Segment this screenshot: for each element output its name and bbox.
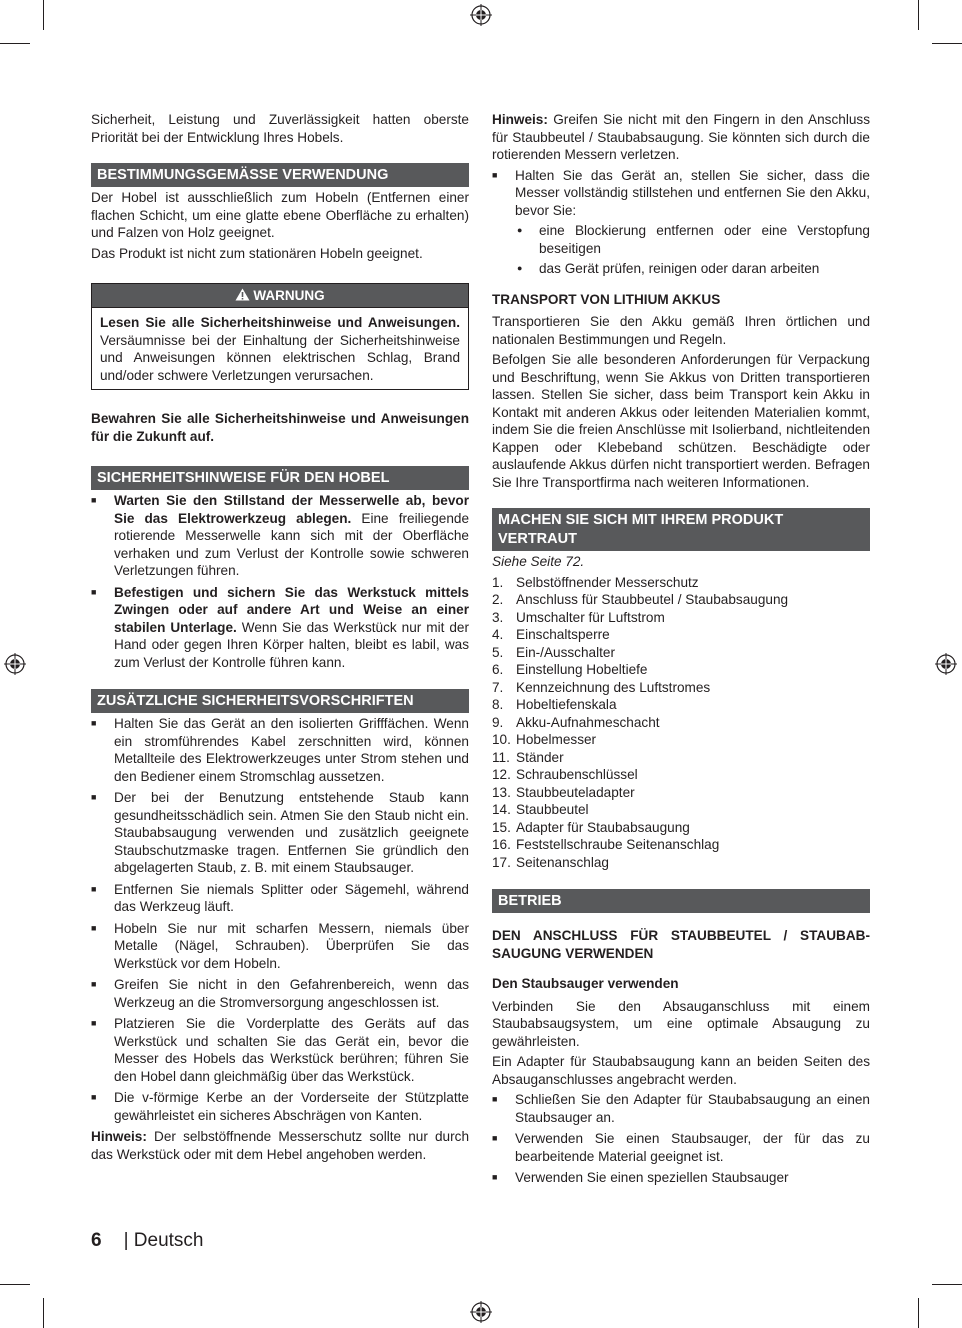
list-item: 17. Seitenanschlag: [492, 854, 609, 870]
stationary-note: Das Produkt ist nicht zum stationären Hobeln geeignet.: [91, 245, 423, 261]
stop-device-sublist: [492, 222, 870, 278]
transport-title: TRANSPORT VON LITHIUM AKKUS: [492, 291, 721, 307]
registration-mark-icon: [4, 653, 26, 675]
right-column: [492, 111, 870, 1191]
registration-mark-icon: [470, 1301, 492, 1323]
crop-mark: [932, 43, 962, 44]
list-item: 2. Anschluss für Staubbeutel / Staubabsaugung: [492, 592, 789, 607]
list-item: 6. Einstellung Hobeltiefe: [492, 662, 648, 677]
dust-port-title: DEN ANSCHLUSS FÜR STAUBBEUTEL / STAUBABSAUGUNG VERWENDEN: [492, 928, 870, 961]
intro-paragraph: Sicherheit, Leistung und Zuverlässigkeit hatten oberste Priorität bei der Entwicklung Ihres Hobels.: [91, 112, 469, 145]
section-header-intended-use: BESTIMMUNGSGEMÄSSE VERWENDUNG: [91, 163, 469, 187]
transport-paragraph-2: Befolgen Sie alle besonderen Anforderungen für Verpackung und Beschriftung, wenn Sie Akkus von Dritten transportieren lassen. Stellen Sie sicher, dass beim Transport kein Akku in Kontakt mit anderen Akkus oder leitenden Materialien kommt, indem Sie die freien Anschlüsse mit Isolierband, nichtleitenden Kappen oder Klebeband schützen. Beschädigte oder auslaufende Akkus dürfen nicht transportiert werden. Befragen Sie Ihre Transportfirma nach weiteren Informationen.: [492, 352, 870, 490]
list-item: ■ Warten Sie den Stillstand der Messerwelle ab, bevor Sie das Elektrowerkzeug ablegen. Eine freiliegende rotierende Messerwelle kann sich mit der Oberfläche verhaken und zum Verlust der Kontrolle sowie schweren Verletzungen führen.: [91, 492, 469, 580]
keep-instructions-note: Bewahren Sie alle Sicherheitshinweise und Anweisungen für die Zukunft auf.: [91, 411, 469, 444]
list-item: ● das Gerät prüfen, reinigen oder daran arbeiten: [492, 260, 870, 278]
list-item: ■ Platzieren Sie die Vorderplatte des Geräts auf das Werkstück und schalten Sie das Gerät ein, bevor die Messer des Hobels das Werkstück berühren; führen Sie den Hobel dann gleichmäßig über das Werkstück.: [91, 1015, 469, 1085]
section-header-operation: BETRIEB: [492, 889, 870, 913]
vacuum-list: [492, 1091, 870, 1187]
list-item: 3. Umschalter für Luftstrom: [492, 609, 665, 625]
stop-device-list: [492, 167, 870, 220]
warning-title: WARNUNG: [253, 288, 325, 303]
list-item: 7. Kennzeichnung des Luftstromes: [492, 679, 711, 695]
footer-language: | Deutsch: [123, 1230, 204, 1251]
section-header-additional-safety: ZUSÄTZLICHE SICHERHEITSVORSCHRIFTEN: [91, 689, 469, 713]
crop-mark: [932, 1284, 962, 1285]
page-footer: [91, 1229, 204, 1253]
list-item: ■ Die v-förmige Kerbe an der Vorderseite der Stützplatte gewährleistet ein sicheres Abschrägen von Kanten.: [91, 1089, 469, 1124]
page-number: 6: [91, 1230, 102, 1251]
list-item: 9. Akku-Aufnahmeschacht: [492, 714, 660, 730]
vacuum-paragraph-2: Ein Adapter für Staubabsaugung kann an beiden Seiten des Absauganschlusses angebracht werden.: [492, 1054, 870, 1087]
list-item: 13. Staubbeuteladapter: [492, 784, 635, 800]
vacuum-title: Den Staubsauger verwenden: [492, 976, 679, 991]
transport-paragraph-1: Transportieren Sie den Akku gemäß Ihren örtlichen und nationalen Bestimmungen und Regeln.: [492, 314, 870, 347]
list-item: 11. Ständer: [492, 749, 564, 765]
list-item: 10. Hobelmesser: [492, 732, 597, 747]
section-header-planer-safety: SICHERHEITSHINWEISE FÜR DEN HOBEL: [91, 466, 469, 490]
warning-box: [91, 283, 469, 390]
list-item: ■ Verwenden Sie einen Staubsauger, der für das zu bearbeitende Material geeignet ist.: [492, 1130, 870, 1165]
left-column: [91, 111, 469, 1166]
warning-bold-text: Lesen Sie alle Sicherheitshinweise und Anweisungen.: [100, 315, 460, 330]
list-item: 12. Schraubenschlüssel: [492, 767, 638, 782]
see-page-reference: Siehe Seite 72.: [492, 554, 585, 569]
list-item: 16. Feststellschraube Seitenanschlag: [492, 837, 720, 852]
list-item: ■ Befestigen und sichern Sie das Werkstuck mittels Zwingen oder auf andere Art und Weise an einer stabilen Unterlage. Wenn Sie das Werkstück nur mit der Hand oder gegen Ihren Körper halten, bleibt es labil, was zum Verlust der Kontrolle führen kann.: [91, 584, 469, 672]
warning-triangle-icon: [235, 288, 250, 301]
blade-guard-hint: Hinweis: Der selbstöffnende Messerschutz sollte nur durch das Werkstück oder mit dem Hebel angehoben werden.: [91, 1129, 469, 1162]
list-item: 14. Staubbeutel: [492, 802, 589, 817]
list-item: 5. Ein-/Ausschalter: [492, 644, 615, 660]
list-item: 4. Einschaltsperre: [492, 627, 610, 642]
planer-safety-list: [91, 492, 469, 671]
list-item: ■ Der bei der Benutzung entstehende Staub kann gesundheitsschädlich sein. Atmen Sie den Staub nicht ein. Staubabsaugung verwenden und zusätzlich geeignete Staubschutzmaske tragen. Entfernen Sie gründlich den abgelagerten Staub, z. B. mit einem Staubsauger.: [91, 789, 469, 877]
list-item: ■ Halten Sie das Gerät an, stellen Sie sicher, dass die Messer vollständig stillstehen und entfernen Sie den Akku, bevor Sie:: [492, 167, 870, 220]
intended-use-paragraph: Der Hobel ist ausschließlich zum Hobeln (Entfernen einer flachen Schicht, um eine glatte ebene Oberfläche zu erhalten) und Falzen von Holz geeignet.: [91, 190, 469, 240]
list-item: 8. Hobeltiefenskala: [492, 697, 617, 712]
parts-list: [492, 574, 870, 872]
warning-text: Versäumnisse bei der Einhaltung der Sicherheitshinweise und Anweisungen können elektrischen Schlag, Brand und/oder schwere Verletzungen verursachen.: [100, 332, 460, 383]
additional-safety-list: [91, 715, 469, 1124]
registration-mark-icon: [470, 4, 492, 26]
crop-mark: [918, 0, 919, 30]
list-item: ■ Entfernen Sie niemals Splitter oder Sägemehl, während das Werkzeug läuft.: [91, 881, 469, 916]
crop-mark: [43, 0, 44, 30]
registration-mark-icon: [935, 653, 957, 675]
list-item: ■ Greifen Sie nicht in den Gefahrenbereich, wenn das Werkzeug an die Stromversorgung angeschlossen ist.: [91, 976, 469, 1011]
section-header-know-your-product: MACHEN SIE SICH MIT IHREM PRODUKT VERTRAUT: [492, 508, 870, 551]
crop-mark: [43, 1298, 44, 1328]
list-item: ■ Hobeln Sie nur mit scharfen Messern, niemals über Metalle (Nägel, Schrauben). Überprüfen Sie das Werkstück vor dem Hobeln.: [91, 920, 469, 973]
list-item: ■ Halten Sie das Gerät an den isolierten Grifffächen. Wenn ein stromführendes Kabel zerschnitten wird, können Metallteile des Elektrowerkzeuges unter Strom stehen und den Bediener einem Stromschlag aussetzen.: [91, 715, 469, 785]
list-item: ● eine Blockierung entfernen oder eine Verstopfung beseitigen: [492, 222, 870, 257]
warning-header: [92, 284, 468, 308]
list-item: ■ Schließen Sie den Adapter für Staubabsaugung an einen Staubsauger an.: [492, 1091, 870, 1126]
crop-mark: [0, 1284, 30, 1285]
list-item: 15. Adapter für Staubabsaugung: [492, 819, 690, 835]
list-item: ■ Verwenden Sie einen speziellen Staubsauger: [492, 1169, 870, 1187]
crop-mark: [918, 1298, 919, 1328]
crop-mark: [0, 43, 30, 44]
vacuum-paragraph-1: Verbinden Sie den Absauganschluss mit einem Staubabsaugsystem, um eine optimale Absaugung zu gewährleisten.: [492, 998, 870, 1049]
list-item: 1. Selbstöffnender Messerschutz: [492, 574, 699, 590]
finger-hint: Hinweis: Greifen Sie nicht mit den Fingern in den Anschluss für Staubbeutel / Staubabsaugung. Sie könnten sich durch die rotierenden Messern verletzen.: [492, 112, 870, 162]
